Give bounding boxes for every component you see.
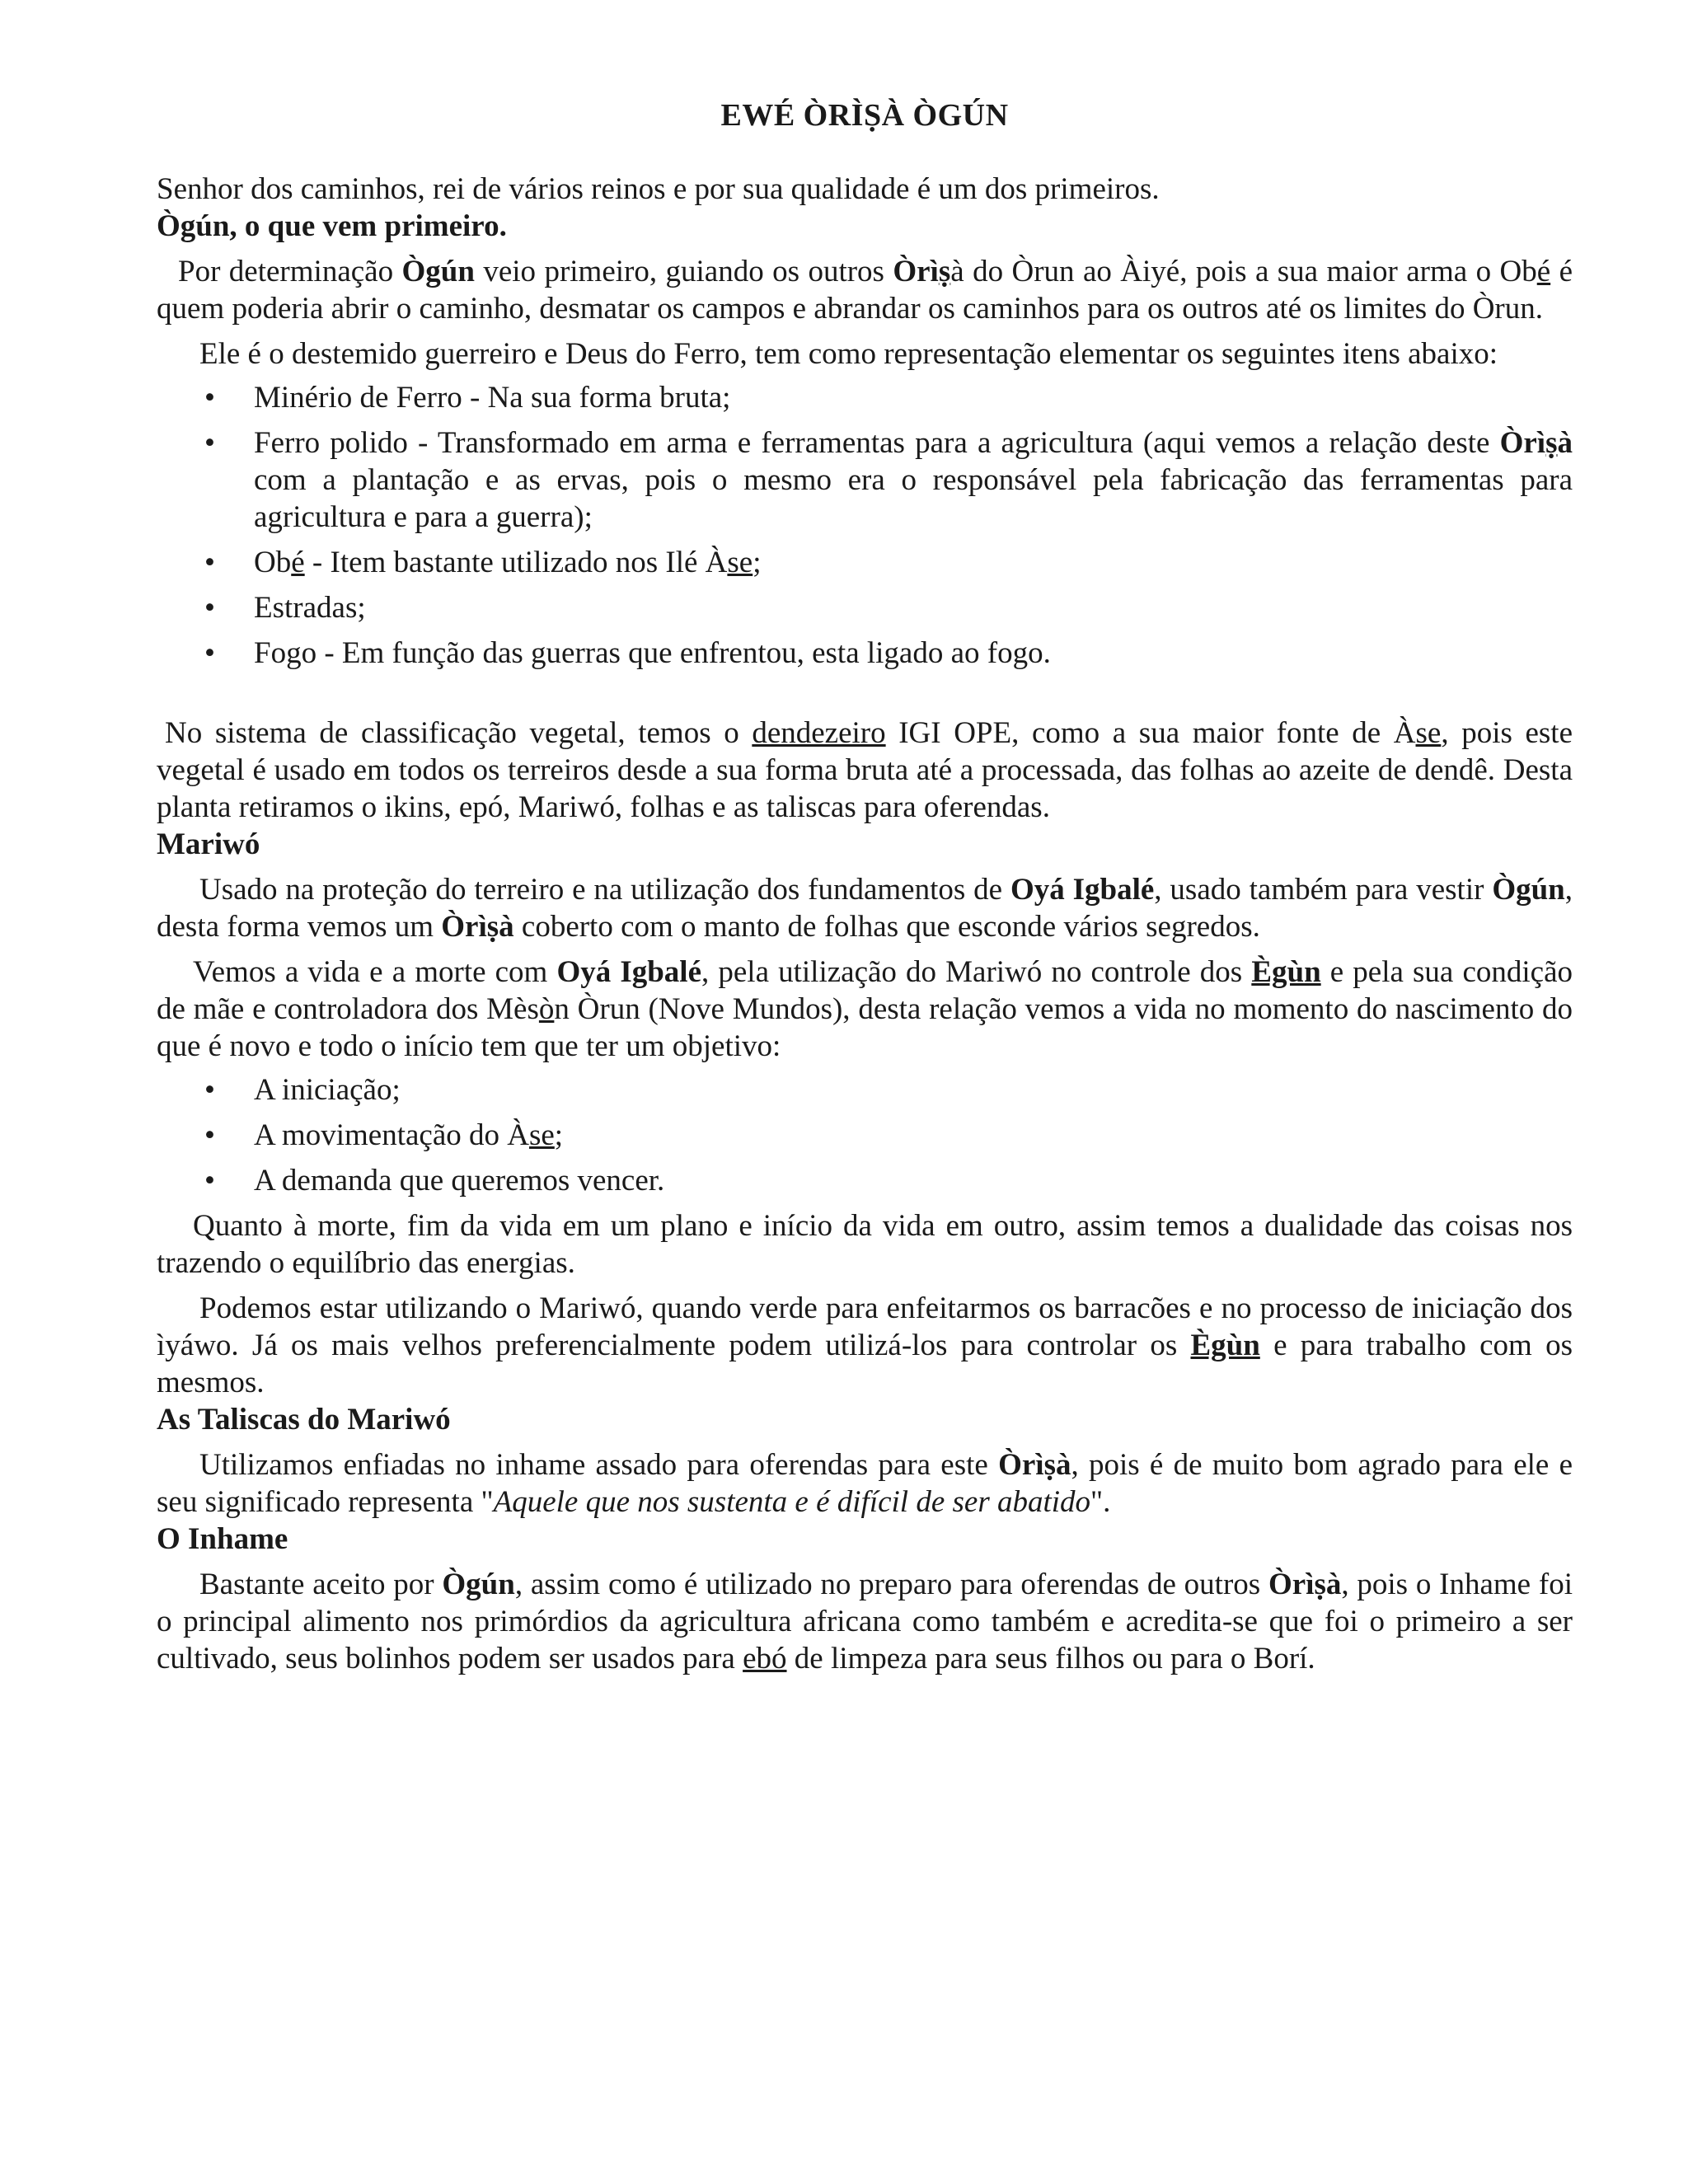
name-ogun: Ògún — [401, 255, 475, 288]
text-segment: , pois é de muito bom agrado para ele e seu significado representa " — [157, 1448, 1573, 1519]
name-egun — [1190, 1329, 1259, 1362]
text-segment: IGI OPE, como a sua maior fonte de À — [885, 716, 1416, 750]
list-item — [157, 1162, 1573, 1199]
bullet-icon: • — [204, 381, 215, 415]
intro-paragraph — [157, 171, 1573, 208]
bullet-icon: • — [204, 591, 215, 625]
text-segment: e para trabalho com os mesmos. — [157, 1329, 1573, 1399]
text-segment: Òrì — [893, 255, 939, 288]
list-item-text: com a plantação e as ervas, pois o mesmo era o responsável pela fabricação das ferramentas para agricultura e para a guerra); — [254, 463, 1573, 534]
text-segment: Podemos estar utilizando o Mariwó, quando verde para enfeitarmos os barracões e no processo de iniciação dos ìyáwo. Já os mais velhos preferencialmente podem utilizá-los para controlar os — [157, 1291, 1573, 1362]
name-orisa — [1500, 426, 1573, 460]
heading-mariwo: Mariwó — [157, 827, 260, 861]
text-segment: , usado também para vestir — [1154, 873, 1493, 907]
list-item-text: A demanda que queremos vencer. — [254, 1164, 665, 1197]
paragraph-podemos — [157, 1290, 1573, 1401]
name-ogun: Ògún — [442, 1568, 515, 1601]
bullet-icon: • — [204, 1164, 215, 1197]
text-segment: , pela utilização do Mariwó no controle dos — [701, 955, 1252, 989]
list-item — [157, 1117, 1573, 1154]
document-page — [157, 97, 1573, 1677]
bullet-icon: • — [204, 1073, 215, 1107]
name-oya-igbale: Oyá Igbalé — [1010, 873, 1155, 907]
text-segment: ebó — [743, 1642, 787, 1675]
bullet-icon: • — [204, 546, 215, 579]
name-orisa: Òrìṣà — [1268, 1568, 1342, 1601]
text-segment: , pois o Inhame foi o principal alimento nos primórdios da agricultura africana como também e acredita-se que foi o primeiro a ser cultivado, seus bolinhos podem ser usados para — [157, 1568, 1573, 1675]
bullet-icon: • — [204, 636, 215, 670]
text-segment: ṣ — [938, 255, 951, 288]
text-segment: n Òrun (Nove Mundos), desta relação vemos a vida no momento do nascimento do que é novo e todo o início tem que ter um objetivo: — [157, 992, 1573, 1063]
paragraph-inhame — [157, 1566, 1573, 1677]
text-segment: Òrì — [1499, 426, 1546, 460]
name-orisa — [893, 255, 950, 288]
text-segment: Por determinação — [178, 255, 402, 288]
text-segment: Usado na proteção do terreiro e na utilização dos fundamentos de — [199, 873, 1010, 907]
text-segment: Ègùn — [1251, 955, 1321, 989]
text-segment: ò — [538, 992, 555, 1026]
text-segment: , assim como é utilizado no preparo para oferendas de outros — [514, 1568, 1268, 1601]
text-segment: se — [528, 1118, 555, 1152]
intro-text: Senhor dos caminhos, rei de vários reinos e por sua qualidade é um dos primeiros. — [157, 172, 1160, 206]
elements-list — [157, 379, 1573, 672]
objectives-list — [157, 1071, 1573, 1199]
list-item — [157, 1071, 1573, 1108]
heading-inhame: O Inhame — [157, 1522, 288, 1556]
paragraph-classificacao — [157, 715, 1573, 826]
text-segment: Ègùn — [1190, 1329, 1260, 1362]
quote-text: Aquele que nos sustenta e é difícil de ser abatido — [493, 1485, 1091, 1519]
text-segment: veio primeiro, guiando os outros — [474, 255, 893, 288]
name-egun — [1251, 955, 1320, 989]
paragraph-taliscas — [157, 1446, 1573, 1521]
text-segment: , pois este vegetal é usado em todos os terreiros desde a sua forma bruta até a processada, das folhas ao azeite de dendê. Desta planta retiramos o ikins, epó, Mariwó, folhas e as taliscas para oferendas. — [157, 716, 1573, 824]
text-segment: coberto com o manto de folhas que esconde vários segredos. — [513, 910, 1260, 944]
list-item — [157, 424, 1573, 536]
list-item-text: ; — [753, 546, 762, 579]
subtitle-ogun: Ògún, o que vem primeiro. — [157, 209, 507, 243]
text-segment: se — [1415, 716, 1442, 750]
text-segment: se — [727, 546, 753, 579]
name-orisa: Òrìṣà — [441, 910, 514, 944]
list-item-text: - Item bastante utilizado nos Ilé À — [304, 546, 728, 579]
bullet-icon: • — [204, 1118, 215, 1152]
name-orisa: Òrìṣà — [998, 1448, 1071, 1482]
text-segment: à do Òrun ao Àiyé, pois a sua maior arma o Ob — [950, 255, 1537, 288]
text-segment: e pela sua condição de mãe e controladora dos Mès — [157, 955, 1573, 1026]
list-item — [157, 589, 1573, 626]
list-item-text: Estradas; — [254, 591, 366, 625]
text-segment: Bastante aceito por — [199, 1568, 443, 1601]
list-item-text: Fogo - Em função das guerras que enfrentou, esta ligado ao fogo. — [254, 636, 1051, 670]
list-item — [157, 379, 1573, 416]
list-item-text: Ob — [254, 546, 292, 579]
text-segment: à — [1557, 426, 1573, 460]
paragraph-vida-morte — [157, 954, 1573, 1065]
list-item-text: A movimentação do À — [254, 1118, 529, 1152]
text-segment: ṣ — [1545, 426, 1558, 460]
list-item — [157, 544, 1573, 581]
text-segment: é — [1536, 255, 1551, 288]
name-oya-igbale: Oyá Igbalé — [556, 955, 702, 989]
paragraph-guerreiro: Ele é o destemido guerreiro e Deus do Ferro, tem como representação elementar os seguintes itens abaixo: — [199, 337, 1498, 371]
text-segment: Utilizamos enfiadas no inhame assado para oferendas para este — [199, 1448, 999, 1482]
list-item — [157, 635, 1573, 672]
page-title: EWÉ ÒRÌṢÀ ÒGÚN — [720, 98, 1009, 133]
text-segment: No sistema de classificação vegetal, temos o — [165, 716, 753, 750]
text-segment: de limpeza para seus filhos ou para o Borí. — [786, 1642, 1315, 1675]
text-segment: é — [291, 546, 305, 579]
bullet-icon: • — [204, 426, 215, 460]
paragraph-protecao — [157, 871, 1573, 945]
list-item-text: ; — [554, 1118, 564, 1152]
heading-taliscas: As Taliscas do Mariwó — [157, 1403, 451, 1436]
paragraph-determinacao — [157, 253, 1573, 327]
text-segment: é quem poderia abrir o caminho, desmatar os campos e abrandar os caminhos para os outros até os limites do Òrun. — [157, 255, 1573, 326]
text-segment: Vemos a vida e a morte com — [193, 955, 557, 989]
text-segment: ". — [1090, 1485, 1111, 1519]
list-item-text: A iniciação; — [254, 1073, 401, 1107]
list-item-text: Ferro polido - Transformado em arma e ferramentas para a agricultura (aqui vemos a relação deste — [254, 426, 1500, 460]
name-ogun: Ògún — [1492, 873, 1565, 907]
list-item-text: Minério de Ferro - Na sua forma bruta; — [254, 381, 731, 415]
text-segment: dendezeiro — [752, 716, 886, 750]
text-segment: , desta forma vemos um — [157, 873, 1573, 944]
paragraph-quanto-morte: Quanto à morte, fim da vida em um plano e início da vida em outro, assim temos a dualidade das coisas nos trazendo o equilíbrio das energias. — [157, 1209, 1573, 1280]
